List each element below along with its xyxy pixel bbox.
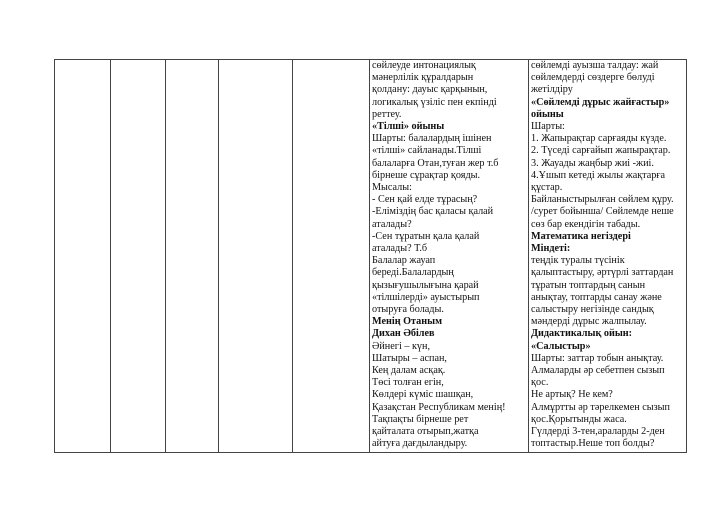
- text-line: сөйлемді ауызша талдау: жай: [531, 60, 659, 71]
- text-line: қалыптастыру, әртүрлі заттардан: [531, 267, 674, 279]
- text-line: «Сөйлемді дұрыс жайғастыр»: [531, 96, 670, 108]
- text-line: Шарты: заттар тобын анықтау.: [531, 352, 664, 364]
- text-line: анықтау, топтарды санау және: [531, 291, 662, 303]
- text-line: Қазақстан Республикам менің!: [372, 401, 506, 413]
- empty-cell-3: [166, 60, 219, 453]
- text-line: - Сен қай елде тұрасың?: [372, 194, 478, 206]
- text-line: қайталата отырып,жатқа: [372, 426, 479, 438]
- speech-development-text: [372, 60, 526, 451]
- text-line: береді.Балалардың: [372, 267, 454, 279]
- text-line: -Сен тұратын қала қалай: [372, 230, 480, 242]
- text-line: Алмұртты әр тәрелкемен сызып: [531, 401, 670, 413]
- text-line: «тілшілерді» ауыстырып: [372, 291, 480, 303]
- text-line: Міндеті:: [531, 243, 571, 255]
- literacy-math-cell: [529, 60, 687, 453]
- text-line: 3. Жауады жаңбыр жиі -жиі.: [531, 157, 654, 169]
- text-line: Байланыстырылған сөйлем құру.: [531, 194, 674, 206]
- text-line: сөйлемдерді сөздерге бөлуді: [531, 72, 655, 84]
- text-line: ойыны: [531, 108, 564, 120]
- text-line: мәнерлілік құралдарын: [372, 72, 474, 84]
- text-line: қос.Қорытынды жаса.: [531, 413, 627, 425]
- text-line: -Еліміздің бас қаласы қалай: [372, 206, 494, 218]
- text-line: «Салыстыр»: [531, 340, 591, 352]
- text-line: Балалар жауап: [372, 255, 436, 267]
- empty-cell-1: [55, 60, 111, 453]
- text-line: аталады? Т.б: [372, 243, 428, 255]
- text-line: Мысалы:: [372, 182, 412, 194]
- text-line: құстар.: [531, 182, 563, 194]
- text-line: қызығушылығына қарай: [372, 279, 479, 291]
- text-line: Көлдері күміс шашқан,: [372, 389, 474, 401]
- text-line: Шарты:: [531, 121, 565, 133]
- text-line: Төсі толған егін,: [372, 377, 444, 389]
- text-line: Менің Отаным: [372, 316, 443, 328]
- empty-cell-4: [219, 60, 293, 453]
- text-line: «Тілші» ойыны: [372, 121, 445, 133]
- empty-cell-5: [293, 60, 370, 453]
- table-row: [55, 60, 687, 453]
- text-line: салыстыру негізінде сандық: [531, 304, 654, 316]
- text-line: Кең далам асқақ.: [372, 365, 446, 377]
- text-line: 2. Түседі сарғайып жапырақтар.: [531, 145, 671, 157]
- text-line: Шатыры – аспан,: [372, 352, 447, 364]
- text-line: отыруға болады.: [372, 304, 444, 316]
- text-line: жетілдіру: [531, 84, 573, 96]
- text-line: Әйнегі – күн,: [372, 340, 431, 352]
- text-line: «тілші» сайланады.Тілші: [372, 145, 482, 157]
- text-line: сөйлеуде интонациялық: [372, 60, 476, 71]
- text-line: қос.: [531, 377, 549, 389]
- text-line: Дихан Әбілев: [372, 328, 435, 340]
- text-line: Алмаларды әр себетпен сызып: [531, 365, 665, 377]
- text-line: тұратын топтардың санын: [531, 279, 646, 291]
- text-line: 1. Жапырақтар сарғаяды күзде.: [531, 133, 667, 145]
- literacy-math-text: [531, 60, 684, 451]
- text-line: Шарты: балалардың ішінен: [372, 133, 492, 145]
- text-line: мәндерді дұрыс жалпылау.: [531, 316, 647, 328]
- text-line: Не артық? Не кем?: [531, 389, 613, 401]
- empty-cell-2: [111, 60, 166, 453]
- text-line: сөз бар екендігін табады.: [531, 218, 641, 230]
- text-line: айтуға дағдыландыру.: [372, 438, 468, 450]
- text-line: қолдану: дауыс қарқынын,: [372, 84, 488, 96]
- text-line: Математика негіздері: [531, 230, 631, 242]
- text-line: Тақпақты бірнеше рет: [372, 413, 469, 425]
- text-line: бірнеше сұрақтар қояды.: [372, 169, 481, 181]
- text-line: теңдік туралы түсінік: [531, 255, 625, 267]
- text-line: топтастыр.Неше топ болды?: [531, 438, 655, 450]
- speech-development-cell: [370, 60, 529, 453]
- text-line: Гүлдерді 3-тен,араларды 2-ден: [531, 426, 665, 438]
- text-line: 4.Ұшып кетеді жылы жақтарға: [531, 169, 666, 181]
- text-line: аталады?: [372, 218, 412, 230]
- lesson-plan-table: [54, 59, 687, 453]
- text-line: реттеу.: [372, 108, 402, 120]
- text-line: Дидактикалық ойын:: [531, 328, 633, 340]
- text-line: логикалық үзіліс пен екпінді: [372, 96, 497, 108]
- text-line: /сурет бойынша/ Сөйлемде неше: [531, 206, 674, 218]
- text-line: балаларға Отан,туған жер т.б: [372, 157, 499, 169]
